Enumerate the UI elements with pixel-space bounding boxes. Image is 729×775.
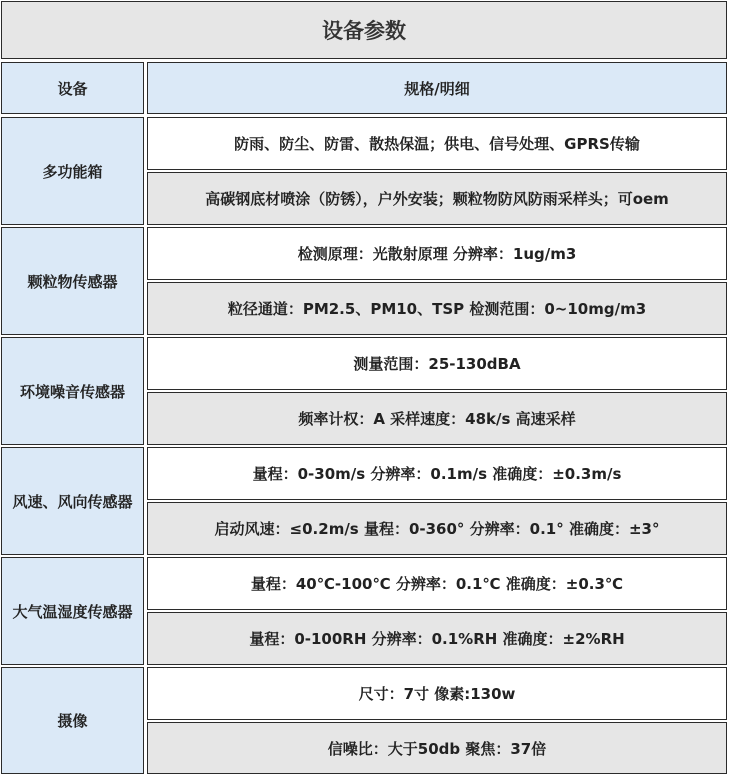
header-spec: 规格/明细 — [147, 62, 727, 114]
spec-cell: 检测原理：光散射原理 分辨率：1ug/m3 — [147, 227, 727, 280]
device-cell: 环境噪音传感器 — [1, 337, 144, 445]
spec-cell: 量程：40℃-100℃ 分辨率：0.1℃ 准确度：±0.3℃ — [147, 557, 727, 610]
device-cell: 风速、风向传感器 — [1, 447, 144, 555]
device-cell: 多功能箱 — [1, 117, 144, 225]
spec-cell: 量程：0-100RH 分辨率：0.1%RH 准确度：±2%RH — [147, 612, 727, 665]
spec-cell: 粒径通道：PM2.5、PM10、TSP 检测范围：0~10mg/m3 — [147, 282, 727, 335]
spec-cell: 测量范围：25-130dBA — [147, 337, 727, 390]
spec-cell: 尺寸：7寸 像素:130w — [147, 667, 727, 720]
device-cell: 大气温湿度传感器 — [1, 557, 144, 665]
header-device: 设备 — [1, 62, 144, 114]
device-cell: 摄像 — [1, 667, 144, 774]
spec-cell: 防雨、防尘、防雷、散热保温；供电、信号处理、GPRS传输 — [147, 117, 727, 170]
spec-cell: 频率计权：A 采样速度：48k/s 高速采样 — [147, 392, 727, 445]
spec-cell: 量程：0-30m/s 分辨率：0.1m/s 准确度：±0.3m/s — [147, 447, 727, 500]
device-cell: 颗粒物传感器 — [1, 227, 144, 335]
table-title: 设备参数 — [1, 1, 727, 59]
spec-cell: 高碳钢底材喷涂（防锈），户外安装；颗粒物防风防雨采样头；可oem — [147, 172, 727, 225]
spec-cell: 信噪比：大于50db 聚焦：37倍 — [147, 722, 727, 774]
spec-cell: 启动风速：≤0.2m/s 量程：0-360° 分辨率：0.1° 准确度：±3° — [147, 502, 727, 555]
